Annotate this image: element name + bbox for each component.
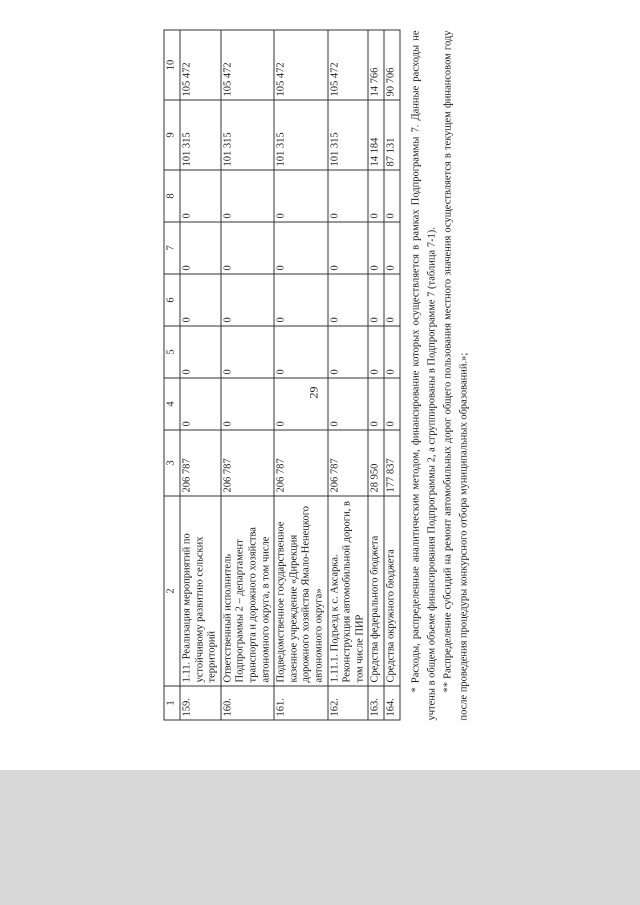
row-value: 0 — [368, 222, 384, 274]
row-value: 0 — [221, 378, 274, 430]
footnotes — [408, 31, 473, 721]
row-value: 0 — [274, 378, 327, 430]
row-value: 0 — [328, 326, 369, 378]
table-header-row — [164, 30, 180, 720]
row-value: 0 — [328, 222, 369, 274]
row-value: 206 787 — [328, 430, 369, 496]
column-header: 4 — [164, 378, 180, 430]
row-value: 14 766 — [368, 30, 384, 100]
row-value: 0 — [368, 170, 384, 222]
row-value: 0 — [384, 170, 400, 222]
row-description: Средства федерального бюджета — [368, 496, 384, 686]
column-header: 6 — [164, 274, 180, 326]
row-number: 164. — [384, 686, 400, 720]
table-row — [221, 30, 274, 720]
row-value: 101 315 — [180, 100, 221, 170]
row-value: 14 184 — [368, 100, 384, 170]
row-value: 0 — [221, 222, 274, 274]
row-value: 0 — [328, 378, 369, 430]
row-value: 0 — [274, 170, 327, 222]
column-header: 5 — [164, 326, 180, 378]
row-value: 101 315 — [221, 100, 274, 170]
row-value: 0 — [180, 274, 221, 326]
row-value: 101 315 — [274, 100, 327, 170]
footnote-analytic-expenses: * Расходы, распределенные аналитическим методом, финансирование которых осуществляется в рамках Подпрограммы 7. Данные расходы не учтены в общем объеме финансирования Подпрограммы 2, а сгруппированы в Подпрограмме 7 (таблица 7-1). — [410, 30, 438, 721]
row-value: 0 — [274, 274, 327, 326]
row-value: 206 787 — [274, 430, 327, 496]
row-value: 0 — [221, 326, 274, 378]
row-value: 0 — [384, 222, 400, 274]
row-value: 0 — [384, 326, 400, 378]
row-number: 163. — [368, 686, 384, 720]
table-row — [328, 30, 369, 720]
row-value: 0 — [384, 274, 400, 326]
column-header: 8 — [164, 170, 180, 222]
row-value: 101 315 — [328, 100, 369, 170]
row-description: Средства окружного бюджета — [384, 496, 400, 686]
row-value: 0 — [368, 274, 384, 326]
row-value: 0 — [274, 326, 327, 378]
row-number: 162. — [328, 686, 369, 720]
table-row — [384, 30, 400, 720]
column-header: 2 — [164, 496, 180, 686]
footnote-subsidies: ** Распределение субсидий на ремонт автомобильных дорог общего пользования местного значения осуществляется в текущем финансовом году после проведения процедуры конкурсного отбора муниципальных образований.»; — [442, 30, 470, 721]
row-value: 0 — [384, 378, 400, 430]
row-number: 160. — [221, 686, 274, 720]
column-header: 7 — [164, 222, 180, 274]
rotated-content — [164, 26, 494, 721]
table-row — [274, 30, 327, 720]
row-value: 206 787 — [221, 430, 274, 496]
row-value: 0 — [180, 170, 221, 222]
row-value: 0 — [180, 222, 221, 274]
row-number: 159. — [180, 686, 221, 720]
column-header: 10 — [164, 30, 180, 100]
row-value: 0 — [328, 274, 369, 326]
row-number: 161. — [274, 686, 327, 720]
row-value: 105 472 — [180, 30, 221, 100]
row-description: Подведомственное государственное казенное учреждение «Дирекция дорожного хозяйства Ямало-Ненецкого автономного округа» — [274, 496, 327, 686]
row-value: 0 — [274, 222, 327, 274]
row-value: 0 — [221, 274, 274, 326]
table-row — [180, 30, 221, 720]
row-value: 0 — [221, 170, 274, 222]
row-value: 90 706 — [384, 30, 400, 100]
row-value: 206 787 — [180, 430, 221, 496]
budget-table — [164, 30, 401, 721]
row-value: 0 — [328, 170, 369, 222]
row-description: Ответственный исполнитель Подпрограммы 2 – департамент транспорта и дорожного хозяйства автономного округа, в том числе — [221, 496, 274, 686]
row-description: 1.11.1. Подъезд к с. Аксарка. Реконструкция автомобильной дороги, в том числе ПИР — [328, 496, 369, 686]
row-value: 105 472 — [221, 30, 274, 100]
row-value: 0 — [368, 326, 384, 378]
row-value: 177 837 — [384, 430, 400, 496]
row-value: 0 — [180, 378, 221, 430]
column-header: 3 — [164, 430, 180, 496]
row-value: 0 — [368, 378, 384, 430]
table-row — [368, 30, 384, 720]
row-value: 0 — [180, 326, 221, 378]
row-value: 87 131 — [384, 100, 400, 170]
row-description: 1.11. Реализация мероприятий по устойчивому развитию сельских территорий — [180, 496, 221, 686]
column-header: 1 — [164, 686, 180, 720]
row-value: 28 950 — [368, 430, 384, 496]
row-value: 105 472 — [274, 30, 327, 100]
column-header: 9 — [164, 100, 180, 170]
page-number: 29 — [306, 386, 321, 399]
row-value: 105 472 — [328, 30, 369, 100]
